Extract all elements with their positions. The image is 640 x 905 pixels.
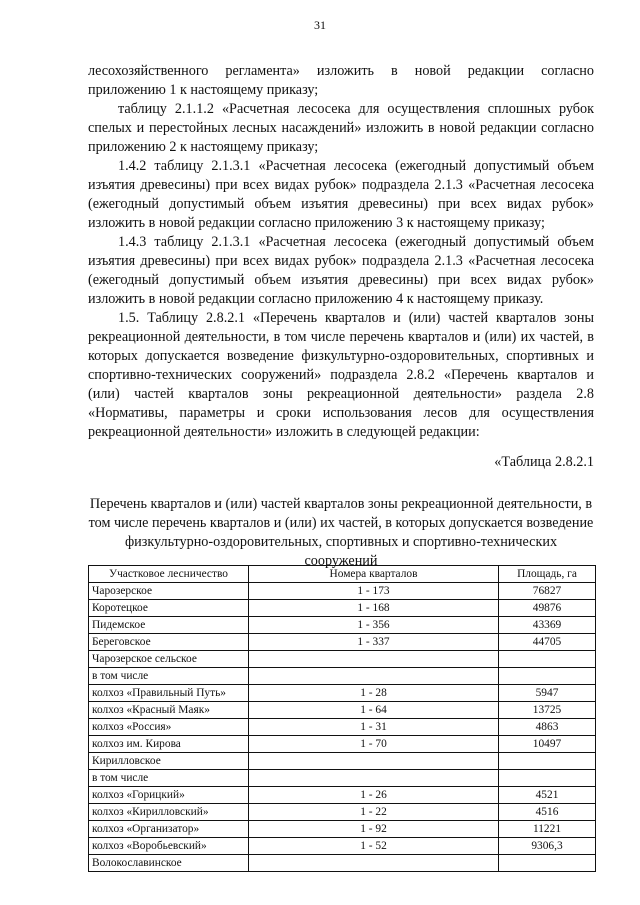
table-row — [89, 583, 596, 600]
table-row — [89, 668, 596, 685]
table-row — [89, 855, 596, 872]
cell-area: 9306,3 — [499, 838, 596, 855]
table-row — [89, 736, 596, 753]
cell-area: 11221 — [499, 821, 596, 838]
cell-forestry: в том числе — [89, 770, 249, 787]
cell-quarters: 1 - 337 — [249, 634, 499, 651]
cell-forestry: колхоз «Красный Маяк» — [89, 702, 249, 719]
table-label: «Таблица 2.8.2.1 — [494, 454, 594, 470]
cell-forestry: в том числе — [89, 668, 249, 685]
paragraph: лесохозяйственного регламента» изложить в новой редакции согласно приложению 1 к настоящему приказу; — [88, 63, 594, 98]
table-row — [89, 719, 596, 736]
cell-area: 4516 — [499, 804, 596, 821]
cell-quarters — [249, 651, 499, 668]
cell-quarters: 1 - 70 — [249, 736, 499, 753]
cell-quarters — [249, 770, 499, 787]
cell-forestry: Кирилловское — [89, 753, 249, 770]
table-row — [89, 770, 596, 787]
table-row — [89, 753, 596, 770]
cell-forestry: Береговское — [89, 634, 249, 651]
cell-quarters: 1 - 92 — [249, 821, 499, 838]
header-forestry: Участковое лесничество — [89, 566, 249, 583]
cell-quarters: 1 - 52 — [249, 838, 499, 855]
table-row — [89, 651, 596, 668]
cell-forestry: Чарозерское — [89, 583, 249, 600]
cell-quarters: 1 - 26 — [249, 787, 499, 804]
forest-quarters-table — [88, 565, 596, 872]
cell-quarters — [249, 855, 499, 872]
cell-quarters: 1 - 173 — [249, 583, 499, 600]
cell-area — [499, 770, 596, 787]
cell-forestry: колхоз «Воробьевский» — [89, 838, 249, 855]
cell-area: 4521 — [499, 787, 596, 804]
cell-quarters: 1 - 22 — [249, 804, 499, 821]
page-number: 31 — [314, 18, 326, 32]
table-row — [89, 634, 596, 651]
cell-quarters — [249, 668, 499, 685]
cell-area: 4863 — [499, 719, 596, 736]
paragraph: 1.4.2 таблицу 2.1.3.1 «Расчетная лесосека (ежегодный допустимый объем изъятия древесины) при всех видах рубок» подраздела 2.1.3 «Расчетная лесосека (ежегодный допустимый объем изъятия древесины) при всех видах рубок» изложить в новой редакции согласно приложению 3 к настоящему приказу; — [88, 158, 594, 231]
table-row — [89, 821, 596, 838]
header-area: Площадь, га — [499, 566, 596, 583]
cell-quarters: 1 - 31 — [249, 719, 499, 736]
cell-area — [499, 668, 596, 685]
cell-forestry: колхоз им. Кирова — [89, 736, 249, 753]
table-row — [89, 787, 596, 804]
cell-forestry: Коротецкое — [89, 600, 249, 617]
cell-area — [499, 651, 596, 668]
cell-area — [499, 855, 596, 872]
cell-quarters — [249, 753, 499, 770]
cell-forestry: колхоз «Организатор» — [89, 821, 249, 838]
cell-area: 13725 — [499, 702, 596, 719]
cell-area: 5947 — [499, 685, 596, 702]
paragraph: таблицу 2.1.1.2 «Расчетная лесосека для осуществления сплошных рубок спелых и перестойных лесных насаждений» изложить в новой редакции согласно приложению 2 к настоящему приказу; — [88, 101, 594, 155]
header-quarters: Номера кварталов — [249, 566, 499, 583]
cell-area: 49876 — [499, 600, 596, 617]
cell-quarters: 1 - 64 — [249, 702, 499, 719]
table-row — [89, 702, 596, 719]
cell-area: 10497 — [499, 736, 596, 753]
cell-quarters: 1 - 168 — [249, 600, 499, 617]
cell-forestry: Чарозерское сельское — [89, 651, 249, 668]
table-row — [89, 838, 596, 855]
table-row — [89, 617, 596, 634]
cell-area: 44705 — [499, 634, 596, 651]
table-row — [89, 600, 596, 617]
cell-forestry: Волокославинское — [89, 855, 249, 872]
cell-forestry: колхоз «Правильный Путь» — [89, 685, 249, 702]
paragraph: 1.4.3 таблицу 2.1.3.1 «Расчетная лесосека (ежегодный допустимый объем изъятия древесины) при всех видах рубок» подраздела 2.1.3 «Расчетная лесосека (ежегодный допустимый объем изъятия древесины) при всех видах рубок» изложить в новой редакции согласно приложению 4 к настоящему приказу. — [88, 234, 594, 307]
table-title: Перечень кварталов и (или) частей кварталов зоны рекреационной деятельности, в том числе перечень кварталов и (или) их частей, в которых допускается возведение физкультурно-оздоровительных, спортивных и спортивно-технических сооружений — [88, 496, 594, 569]
cell-forestry: Пидемское — [89, 617, 249, 634]
paragraph: 1.5. Таблицу 2.8.2.1 «Перечень кварталов и (или) частей кварталов зоны рекреационной деятельности, в том числе перечень кварталов и (или) их частей, в которых допускается возведение физкультурно-оздоровительных, спортивных и спортивно-технических сооружений» подраздела 2.8.2 «Перечень кварталов и (или) частей кварталов зоны рекреационной деятельности» раздела 2.8 «Нормативы, параметры и сроки использования лесов для осуществления рекреационной деятельности» изложить в следующей редакции: — [88, 310, 594, 440]
cell-area: 76827 — [499, 583, 596, 600]
cell-forestry: колхоз «Россия» — [89, 719, 249, 736]
table-row — [89, 685, 596, 702]
body-text — [88, 62, 594, 442]
cell-forestry: колхоз «Горицкий» — [89, 787, 249, 804]
cell-forestry: колхоз «Кирилловский» — [89, 804, 249, 821]
cell-area — [499, 753, 596, 770]
table-row — [89, 804, 596, 821]
table-header-row — [89, 566, 596, 583]
cell-area: 43369 — [499, 617, 596, 634]
cell-quarters: 1 - 356 — [249, 617, 499, 634]
cell-quarters: 1 - 28 — [249, 685, 499, 702]
